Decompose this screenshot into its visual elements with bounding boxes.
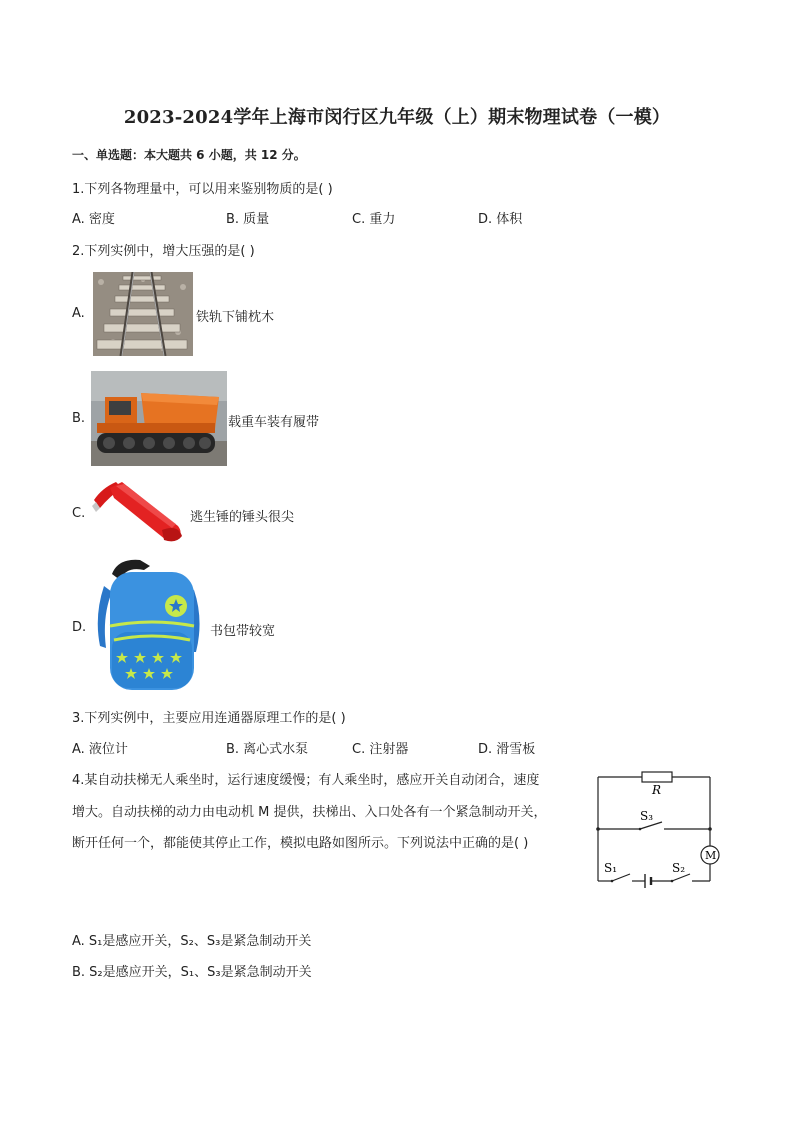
railway-track-image	[93, 272, 193, 356]
q2-option-d-label[interactable]: D.	[72, 620, 87, 635]
q2-option-b-label[interactable]: B.	[72, 411, 86, 426]
switch-s2-blade	[672, 874, 690, 881]
question-4-line-1: 4.某自动扶梯无人乘坐时，运行速度缓慢；有人乘坐时，感应开关自动闭合，速度	[72, 773, 540, 788]
q3-option-d[interactable]: D. 滑雪板	[478, 742, 536, 757]
switch-s1-blade	[612, 874, 630, 881]
q2-option-a-caption: 铁轨下铺枕木	[196, 310, 275, 325]
q1-option-a[interactable]: A. 密度	[72, 212, 115, 227]
q2-option-d-caption: 书包带较宽	[210, 624, 276, 639]
question-4-line-2: 增大。自动扶梯的动力由电动机 M 提供，扶梯出、入口处各有一个紧急制动开关，	[72, 805, 547, 820]
q2-option-b-caption: 载重车装有履带	[228, 415, 320, 430]
q4-option-a[interactable]: A. S₁是感应开关，S₂、S₃是紧急制动开关	[72, 934, 312, 949]
q1-option-c[interactable]: C. 重力	[352, 212, 396, 227]
switch-s3-blade	[640, 822, 662, 829]
q4-option-b[interactable]: B. S₂是感应开关，S₁、S₃是紧急制动开关	[72, 965, 312, 980]
q2-option-c-caption: 逃生锤的锤头很尖	[190, 510, 295, 525]
q1-option-b[interactable]: B. 质量	[226, 212, 270, 227]
circuit-diagram	[590, 764, 726, 888]
switch-s1-label: S₁	[604, 861, 618, 875]
question-3-stem: 3.下列实例中，主要应用连通器原理工作的是( )	[72, 711, 346, 726]
resistor-symbol	[642, 772, 672, 782]
q2-option-a-label[interactable]: A.	[72, 306, 85, 321]
question-1-stem: 1.下列各物理量中，可以用来鉴别物质的是( )	[72, 182, 333, 197]
q1-option-d[interactable]: D. 体积	[478, 212, 523, 227]
resistor-label: R	[652, 783, 662, 797]
question-2-stem: 2.下列实例中，增大压强的是( )	[72, 244, 255, 259]
motor-label: M	[705, 849, 717, 862]
section-heading: 一、单选题：本大题共 6 小题，共 12 分。	[72, 148, 306, 162]
q3-option-a[interactable]: A. 液位计	[72, 742, 128, 757]
tracked-truck-image	[91, 371, 227, 466]
q3-option-c[interactable]: C. 注射器	[352, 742, 409, 757]
question-4-line-3: 断开任何一个，都能使其停止工作，模拟电路如图所示。下列说法中正确的是( )	[72, 836, 529, 851]
page-title: 2023-2024学年上海市闵行区九年级（上）期末物理试卷（一模）	[123, 107, 671, 128]
escape-hammer-image	[88, 474, 188, 546]
switch-s2-label: S₂	[672, 861, 686, 875]
switch-s3-label: S₃	[640, 809, 654, 823]
q2-option-c-label[interactable]: C.	[72, 506, 86, 521]
q3-option-b[interactable]: B. 离心式水泵	[226, 742, 309, 757]
backpack-image	[90, 556, 208, 696]
